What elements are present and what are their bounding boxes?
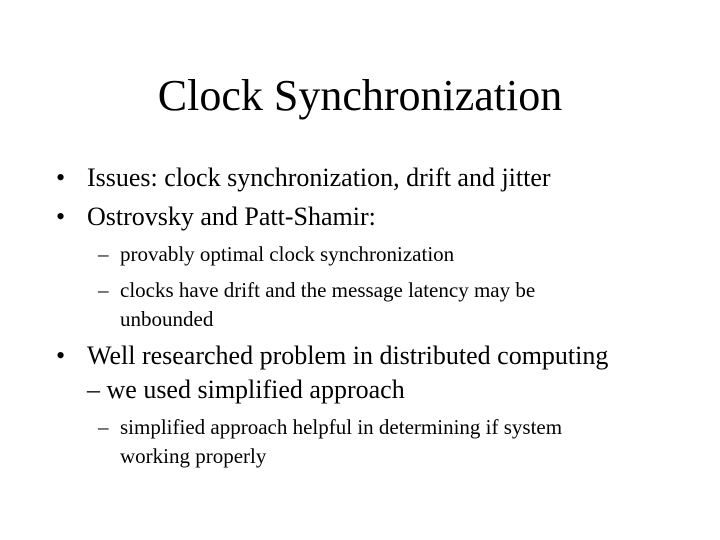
sub-bullet-marker: – [98, 278, 109, 302]
sub-bullet-text-line: clocks have drift and the message latency may be [120, 278, 536, 302]
sub-bullet-text: provably optimal clock synchronization [120, 242, 455, 266]
sub-bullet-marker: – [98, 415, 109, 439]
sub-bullet-text-line: working properly [120, 444, 267, 468]
bullet-marker: • [56, 341, 66, 370]
bullet-marker: • [56, 202, 66, 231]
bullet-marker: • [56, 163, 66, 192]
bullet-text: Issues: clock synchronization, drift and jitter [87, 163, 551, 192]
sub-bullet-text-line: simplified approach helpful in determining if system [120, 415, 563, 439]
bullet-text: Ostrovsky and Patt-Shamir: [87, 202, 376, 231]
sub-bullet-marker: – [98, 242, 109, 266]
bullet-text-line: Well researched problem in distributed computing [87, 341, 609, 370]
slide-title: Clock Synchronization [157, 71, 563, 120]
sub-bullet-text-line: unbounded [120, 307, 214, 331]
bullet-text-line: – we used simplified approach [87, 375, 405, 404]
